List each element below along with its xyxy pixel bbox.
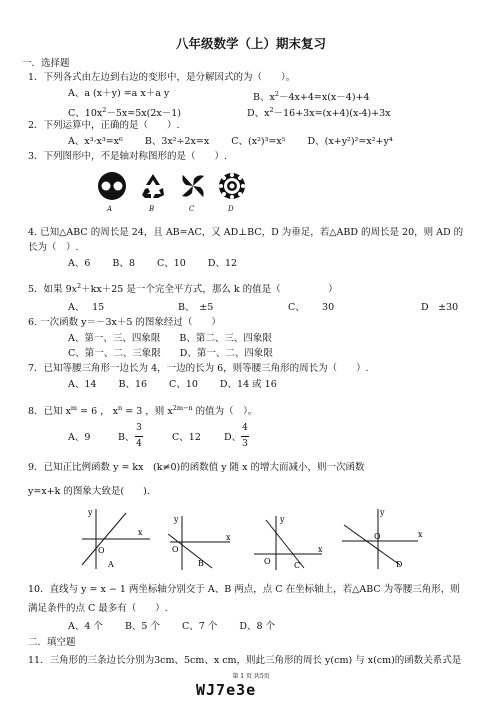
watermark-stamp: WJ7e3e (196, 681, 257, 699)
q10-line-2: 满足条件的点 C 最多有（ ）. (28, 603, 168, 614)
graph-d-label: D (396, 560, 403, 569)
q3-label-b: B (149, 205, 155, 213)
q3-label-c: C (189, 205, 195, 213)
q2-options: A、x³·x³=x⁶ B、3x²÷2x=x C、(x²)³=x⁵ D、(x+y²)²=x²+y⁴ (68, 136, 393, 147)
q4-line-2: 长为（ ）. (28, 242, 79, 253)
graph-a-origin: O (98, 546, 105, 555)
graph-a-y-label: y (88, 508, 93, 517)
section-choice-heading: 一．选择题 (22, 58, 70, 69)
graph-a-x-label: x (138, 528, 143, 537)
q8-option-a: A、9 (68, 432, 91, 443)
graph-c-label: C (294, 561, 301, 570)
q8-option-d-numerator: 4 (242, 423, 248, 433)
graph-b-x-label: x (226, 533, 231, 542)
q5-option-a: A、 15 (68, 302, 105, 313)
q5-stem: 5．如果 $9x^2+kx+25$ 是一个完全平方式，那么 k 的值是（ ） (28, 282, 338, 295)
q4-line-1: 4. 已知△ABC 的周长是 24，且 AB=AC，又 AD⊥BC，D 为垂足，若△ABD 的周长是 20，则 AD 的 (28, 227, 464, 238)
two-circles-icon (97, 171, 127, 201)
q8-stem: 8．已知 $x^m = 6$ ， $x^n = 3$ ，则 $x^{2m-n}$ 的值为（ ）。 (28, 404, 258, 417)
q5-option-b: B、 ±5 (178, 302, 214, 313)
graph-c-y-label: y (280, 515, 285, 524)
q8-option-b-denominator: 4 (136, 439, 142, 449)
graph-d-y-label: y (380, 508, 385, 517)
graph-b-y-label: y (174, 515, 179, 524)
q8-option-c: C、12 (172, 432, 201, 443)
q8-option-d-fraction-bar (241, 436, 249, 437)
q8-option-b-numerator: 3 (136, 423, 142, 433)
section-fill-heading: 二．填空题 (28, 637, 76, 648)
recycle-icon (138, 171, 168, 201)
q8-option-b-fraction-bar (135, 436, 143, 437)
q6-stem: 6. 一次函数 y＝－3x＋5 的图象经过（ ） (28, 317, 221, 328)
q8-option-b: B、 (118, 432, 135, 443)
pinwheel-icon (178, 171, 208, 201)
q4-options: A、6 B、8 C、10 D、12 (68, 258, 238, 269)
q7-options: A、14 B、16 C、10 D、14 或 16 (68, 379, 277, 390)
q9-graph-b (168, 512, 248, 572)
graph-a-label: A (108, 560, 114, 569)
q1-stem: 1．下列各式由左边到右边的变形中，是分解因式的为（ ）。 (28, 72, 296, 83)
q1-option-b: B、$x^2-4x+4=x(x-4)+4$ (253, 90, 370, 103)
graph-c-origin: O (264, 557, 271, 566)
q6-options-row-2: C、第一、二、三象限 D、第一、二、四象限 (68, 348, 273, 359)
flower-icon (217, 171, 247, 201)
q10-line-1: 10．直线与 y = x − 1 两坐标轴分别交于 A、B 两点，点 C 在坐标轴上，若△ABC 为等腰三角形，则 (28, 584, 460, 595)
q9-graph-c (252, 512, 332, 572)
q9-graph-a (80, 505, 160, 573)
page-title: 八年级数学（上）期末复习 (175, 36, 326, 51)
q1-option-a: A、a (x＋y) =a x＋a y (68, 88, 170, 99)
graph-b-label: B (198, 559, 204, 568)
q2-stem: 2．下列运算中，正确的是（ ）. (28, 120, 180, 131)
q8-option-d-denominator: 3 (242, 439, 248, 449)
q3-stem: 3．下列图形中，不是轴对称图形的是（ ）. (28, 151, 228, 162)
q11-stem: 11．三角形的三条边长分别为3cm、5cm、x cm，则此三角形的周长 y(cm) 与 x(cm)的函数关系式是 (28, 655, 462, 666)
graph-d-origin: O (374, 532, 381, 541)
q5-option-c: C、 30 (288, 302, 335, 313)
q10-options: A、4 个 B、5 个 C、7 个 D、8 个 (68, 621, 276, 632)
graph-b-origin: O (172, 545, 179, 554)
q8-option-d: D、 (224, 432, 242, 443)
q9-graph-d (340, 505, 430, 573)
q9-line-1: 9．已知正比例函数 y = kx (k≠0)的函数值 y 随 x 的增大而减小，则一次函数 (28, 462, 365, 473)
q5-option-d: D ±30 (421, 302, 459, 313)
page-footer: 第 1 页 共5页 (232, 673, 270, 680)
q3-label-d: D (228, 205, 234, 213)
q9-line-2: y=x+k 的图象大致是( ). (28, 486, 150, 497)
graph-c-x-label: x (318, 545, 323, 554)
q1-option-c: C、$10x^2-5x=5x(2x-1)$ (68, 106, 181, 119)
q7-stem: 7．已知等腰三角形一边长为 4，一边的长为 6，则等腰三角形的周长为（ ）. (28, 363, 369, 374)
graph-d-x-label: x (418, 530, 423, 539)
q1-option-d: D、$x^2-16+3x=(x+4)(x-4)+3x$ (247, 106, 391, 119)
q3-label-a: A (107, 205, 113, 213)
q6-options-row-1: A、第一、三、四象限 B、第二、三、四象限 (68, 333, 272, 344)
